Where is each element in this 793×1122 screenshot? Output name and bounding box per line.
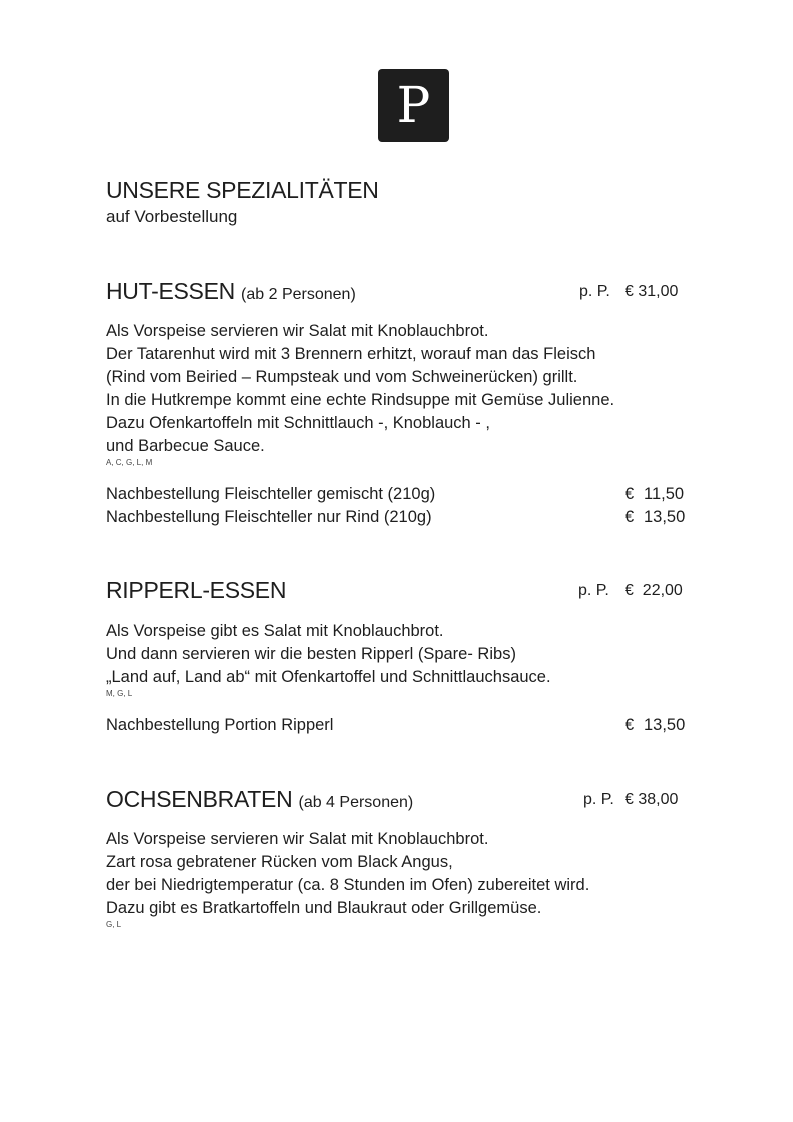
price-per-person-label: p. P. (578, 582, 609, 599)
description-line: Als Vorspeise gibt es Salat mit Knoblauchbrot. (106, 622, 444, 640)
description-line: Als Vorspeise servieren wir Salat mit Knoblauchbrot. (106, 830, 489, 848)
description-line: und Barbecue Sauce. (106, 437, 265, 455)
restaurant-logo: P (378, 69, 449, 142)
description-line: Zart rosa gebratener Rücken vom Black Angus, (106, 853, 453, 871)
description-line: Der Tatarenhut wird mit 3 Brennern erhitzt, worauf man das Fleisch (106, 345, 596, 363)
section-note: (ab 2 Personen) (241, 286, 356, 303)
description-line: „Land auf, Land ab“ mit Ofenkartoffel und Schnittlauchsauce. (106, 668, 551, 686)
page-title: UNSERE SPEZIALITÄTEN (106, 177, 379, 203)
section-title: RIPPERL-ESSEN (106, 577, 287, 603)
description-line: Als Vorspeise servieren wir Salat mit Knoblauchbrot. (106, 322, 489, 340)
section-price: € 22,00 (625, 582, 683, 599)
description-line: In die Hutkrempe kommt eine echte Rindsuppe mit Gemüse Julienne. (106, 391, 615, 409)
section-description (106, 320, 614, 458)
description-line: der bei Niedrigtemperatur (ca. 8 Stunden im Ofen) zubereitet wird. (106, 876, 590, 894)
allergen-codes: A, C, G, L, M (106, 458, 153, 467)
section-title-ochsenbraten (106, 786, 413, 813)
extra-item-amount: 13,50 (644, 508, 686, 526)
description-line: Dazu Ofenkartoffeln mit Schnittlauch -, Knoblauch - , (106, 414, 490, 432)
section-description (106, 828, 589, 920)
description-line: Dazu gibt es Bratkartoffeln und Blaukraut oder Grillgemüse. (106, 899, 542, 917)
section-price: € 31,00 (625, 283, 679, 300)
extra-item-currency: € (625, 508, 635, 526)
extra-item-amount: 13,50 (644, 716, 686, 734)
description-line: Und dann servieren wir die besten Ripperl (Spare- Ribs) (106, 645, 516, 663)
section-title: OCHSENBRATEN (106, 786, 293, 812)
section-note: (ab 4 Personen) (298, 794, 414, 811)
section-price: € 38,00 (625, 791, 679, 808)
description-line: (Rind vom Beiried – Rumpsteak und vom Schweinerücken) grillt. (106, 368, 578, 386)
section-title-hut-essen (106, 278, 356, 305)
allergen-codes: G, L (106, 920, 122, 929)
section-title: HUT-ESSEN (106, 278, 235, 304)
extra-item-currency: € (625, 716, 635, 734)
page-subtitle: auf Vorbestellung (106, 207, 238, 226)
extra-item-amount: 11,50 (644, 485, 685, 503)
extra-item-text: Nachbestellung Fleischteller gemischt (210g) (106, 485, 436, 503)
allergen-codes: M, G, L (106, 689, 133, 698)
section-description (106, 620, 551, 689)
section-title-ripperl-essen (106, 577, 286, 604)
price-per-person-label: p. P. (583, 791, 614, 808)
extra-item-text: Nachbestellung Fleischteller nur Rind (210g) (106, 508, 432, 526)
price-per-person-label: p. P. (579, 283, 610, 300)
extra-item-currency: € (625, 485, 635, 503)
extra-item-text: Nachbestellung Portion Ripperl (106, 716, 334, 734)
